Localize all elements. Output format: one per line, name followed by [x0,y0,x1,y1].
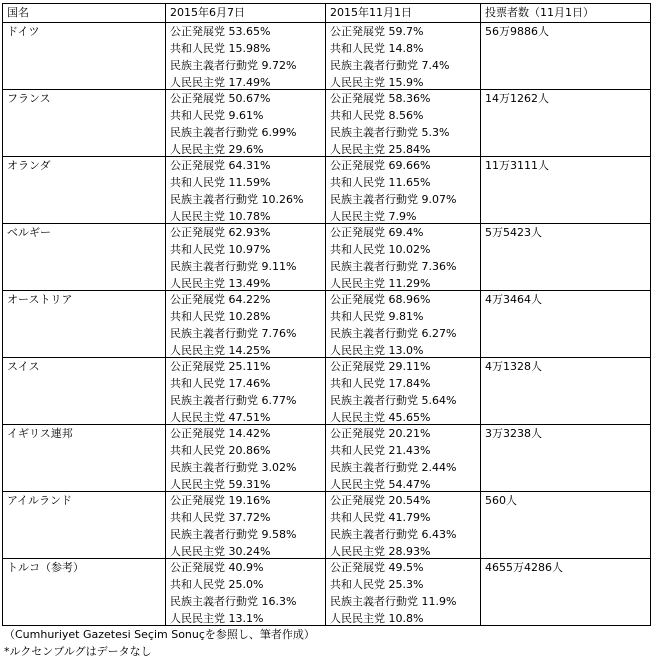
party-result: 公正発展党 25.11% [170,360,271,373]
table-row [3,90,651,157]
election-results-table [2,3,651,626]
party-result: 公正発展党 20.54% [330,494,431,507]
party-result: 公正発展党 19.16% [170,494,271,507]
party-result: 人民民主党 29.6% [170,143,264,156]
party-result: 民族主義者行動党 5.64% [330,394,457,407]
party-result: 共和人民党 10.97% [170,243,271,256]
party-result: 公正発展党 64.31% [170,159,271,172]
party-result: 共和人民党 15.98% [170,42,271,55]
party-result: 共和人民党 17.84% [330,377,431,390]
country-cell: ドイツ [3,23,166,90]
header-country: 国名 [3,4,166,23]
party-result: 人民民主党 59.31% [170,478,271,491]
table-row [3,559,651,626]
party-result: 民族主義者行動党 9.72% [170,59,297,72]
party-result: 人民民主党 13.1% [170,612,264,625]
june-results-cell [166,90,326,157]
voters-cell: 14万1262人 [481,90,651,157]
source-note: （Cumhuriyet Gazetesi Seçim Sonuçを参照し、筆者作成） [4,628,315,641]
party-result: 公正発展党 20.21% [330,427,431,440]
table-row [3,157,651,224]
party-result: 共和人民党 25.0% [170,578,264,591]
party-result: 人民民主党 45.65% [330,411,431,424]
party-result: 民族主義者行動党 6.99% [170,126,297,139]
voters-cell: 56万9886人 [481,23,651,90]
party-result: 共和人民党 20.86% [170,444,271,457]
party-result: 共和人民党 11.65% [330,176,431,189]
country-cell: フランス [3,90,166,157]
party-result: 共和人民党 17.46% [170,377,271,390]
table-row [3,425,651,492]
party-result: 共和人民党 9.81% [330,310,424,323]
header-voters: 投票者数（11月1日） [481,4,651,23]
party-result: 民族主義者行動党 9.58% [170,528,297,541]
party-result: 公正発展党 14.42% [170,427,271,440]
table-row [3,358,651,425]
november-results-cell [326,90,481,157]
november-results-cell [326,425,481,492]
party-result: 民族主義者行動党 7.76% [170,327,297,340]
november-results-cell [326,492,481,559]
party-result: 公正発展党 64.22% [170,293,271,306]
party-result: 人民民主党 17.49% [170,76,271,89]
table-row [3,492,651,559]
party-result: 人民民主党 54.47% [330,478,431,491]
november-results-cell [326,559,481,626]
party-result: 人民民主党 13.0% [330,344,424,357]
party-result: 公正発展党 49.5% [330,561,424,574]
party-result: 共和人民党 14.8% [330,42,424,55]
party-result: 人民民主党 14.25% [170,344,271,357]
table-row [3,291,651,358]
party-result: 公正発展党 58.36% [330,92,431,105]
country-cell: オランダ [3,157,166,224]
june-results-cell [166,224,326,291]
party-result: 民族主義者行動党 6.77% [170,394,297,407]
party-result: 人民民主党 15.9% [330,76,424,89]
party-result: 共和人民党 8.56% [330,109,424,122]
country-cell: スイス [3,358,166,425]
voters-cell: 560人 [481,492,651,559]
party-result: 民族主義者行動党 6.43% [330,528,457,541]
table-header-row [3,4,651,23]
country-cell: ベルギー [3,224,166,291]
voters-cell: 5万5423人 [481,224,651,291]
party-result: 共和人民党 41.79% [330,511,431,524]
party-result: 民族主義者行動党 3.02% [170,461,297,474]
table-row [3,23,651,90]
party-result: 公正発展党 68.96% [330,293,431,306]
country-cell: イギリス連邦 [3,425,166,492]
party-result: 民族主義者行動党 5.3% [330,126,450,139]
voters-cell: 3万3238人 [481,425,651,492]
november-results-cell [326,291,481,358]
party-result: 人民民主党 10.8% [330,612,424,625]
country-cell: オーストリア [3,291,166,358]
header-june-2015: 2015年6月7日 [166,4,326,23]
party-result: 共和人民党 25.3% [330,578,424,591]
party-result: 人民民主党 7.9% [330,210,417,223]
voters-cell: 4655万4286人 [481,559,651,626]
party-result: 人民民主党 30.24% [170,545,271,558]
party-result: 公正発展党 29.11% [330,360,431,373]
party-result: 民族主義者行動党 9.11% [170,260,297,273]
november-results-cell [326,23,481,90]
november-results-cell [326,224,481,291]
june-results-cell [166,559,326,626]
june-results-cell [166,23,326,90]
voters-cell: 4万1328人 [481,358,651,425]
party-result: 民族主義者行動党 11.9% [330,595,457,608]
party-result: 民族主義者行動党 16.3% [170,595,297,608]
june-results-cell [166,358,326,425]
party-result: 公正発展党 69.66% [330,159,431,172]
november-results-cell [326,157,481,224]
party-result: 民族主義者行動党 10.26% [170,193,304,206]
country-cell: トルコ（参考） [3,559,166,626]
table-row [3,224,651,291]
party-result: 民族主義者行動党 7.4% [330,59,450,72]
party-result: 共和人民党 21.43% [330,444,431,457]
party-result: 人民民主党 25.84% [330,143,431,156]
party-result: 公正発展党 59.7% [330,25,424,38]
header-november-2015: 2015年11月1日 [326,4,481,23]
country-cell: アイルランド [3,492,166,559]
party-result: 公正発展党 69.4% [330,226,424,239]
party-result: 共和人民党 9.61% [170,109,264,122]
party-result: 共和人民党 10.28% [170,310,271,323]
party-result: 人民民主党 47.51% [170,411,271,424]
party-result: 公正発展党 40.9% [170,561,264,574]
june-results-cell [166,157,326,224]
party-result: 共和人民党 11.59% [170,176,271,189]
party-result: 人民民主党 13.49% [170,277,271,290]
party-result: 民族主義者行動党 9.07% [330,193,457,206]
party-result: 共和人民党 10.02% [330,243,431,256]
june-results-cell [166,291,326,358]
party-result: 人民民主党 10.78% [170,210,271,223]
table-body [3,23,651,626]
party-result: 人民民主党 28.93% [330,545,431,558]
party-result: 民族主義者行動党 6.27% [330,327,457,340]
party-result: 公正発展党 53.65% [170,25,271,38]
june-results-cell [166,492,326,559]
party-result: 民族主義者行動党 7.36% [330,260,457,273]
june-results-cell [166,425,326,492]
november-results-cell [326,358,481,425]
party-result: 民族主義者行動党 2.44% [330,461,457,474]
voters-cell: 11万3111人 [481,157,651,224]
party-result: 公正発展党 62.93% [170,226,271,239]
party-result: 人民民主党 11.29% [330,277,431,290]
party-result: 公正発展党 50.67% [170,92,271,105]
voters-cell: 4万3464人 [481,291,651,358]
party-result: 共和人民党 37.72% [170,511,271,524]
footnote: *ルクセンブルグはデータなし [4,645,152,658]
